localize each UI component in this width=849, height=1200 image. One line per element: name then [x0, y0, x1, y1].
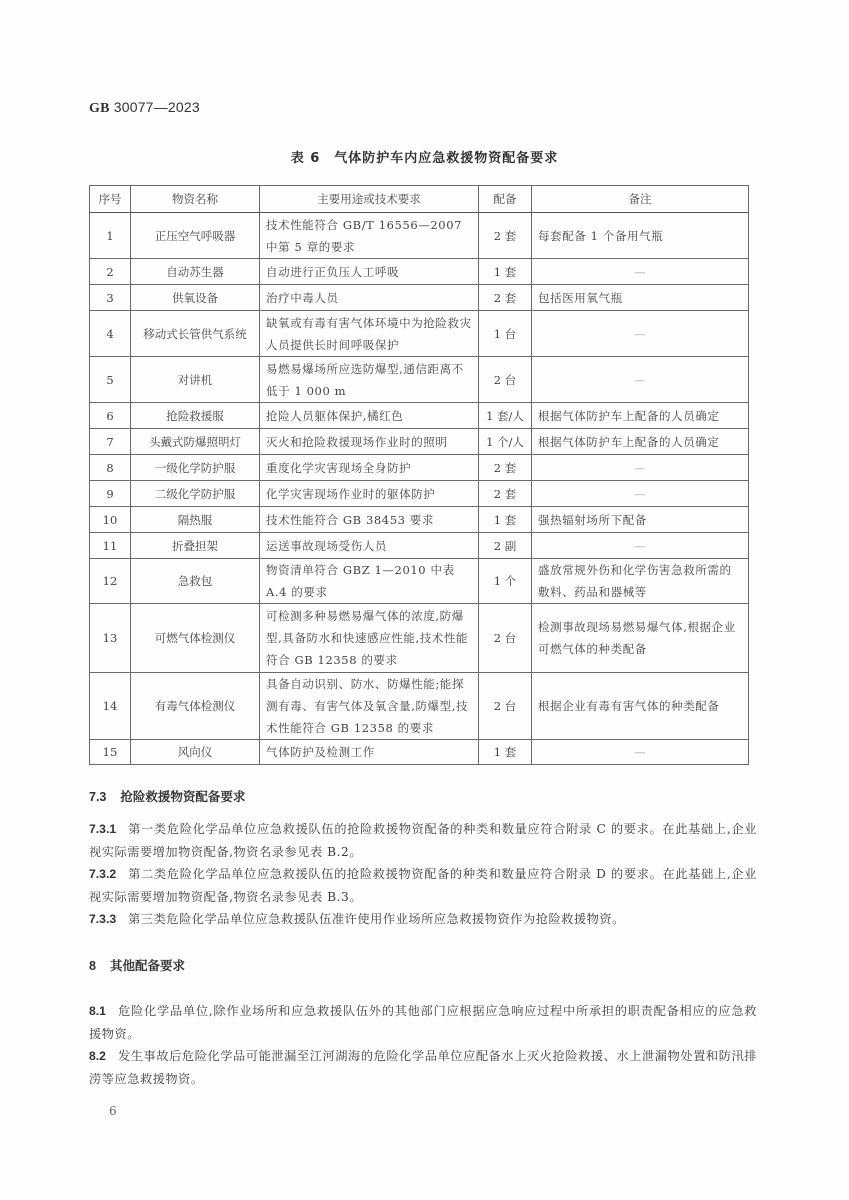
item-name: 二级化学防护服 — [131, 481, 260, 507]
item-use: 易燃易爆场所应选防爆型,通信距离不低于 1 000 m — [260, 357, 479, 403]
row-number: 4 — [90, 311, 131, 357]
item-note: 根据气体防护车上配备的人员确定 — [532, 403, 749, 429]
section-title: 抢险救援物资配备要求 — [120, 789, 246, 804]
item-qty: 2 台 — [479, 604, 532, 673]
item-use: 运送事故现场受伤人员 — [260, 533, 479, 559]
page-number: 6 — [109, 1104, 117, 1118]
item-note: — — [532, 311, 749, 357]
standard-number: 30077—2023 — [113, 99, 200, 115]
column-header-use: 主要用途或技术要求 — [260, 186, 479, 213]
table-row — [90, 259, 749, 285]
clause-text: 第三类危险化学品单位应急救援队伍准许使用作业场所应急救援物资作为抢险救援物资。 — [128, 912, 625, 926]
row-number: 12 — [90, 559, 131, 604]
item-qty: 2 副 — [479, 533, 532, 559]
table-row — [90, 455, 749, 481]
section-number: 7.3 — [89, 790, 107, 804]
clause-7-3-2 — [89, 863, 757, 908]
item-qty: 2 套 — [479, 285, 532, 311]
equipment-table — [89, 185, 749, 765]
item-note: 根据气体防护车上配备的人员确定 — [532, 429, 749, 455]
table-row — [90, 213, 749, 259]
item-use: 气体防护及检测工作 — [260, 740, 479, 765]
item-name: 自动苏生器 — [131, 259, 260, 285]
item-note: 包括医用氧气瓶 — [532, 285, 749, 311]
item-name: 急救包 — [131, 559, 260, 604]
item-note: 盛放常规外伤和化学伤害急救所需的敷料、药品和器械等 — [532, 559, 749, 604]
item-use: 灭火和抢险救援现场作业时的照明 — [260, 429, 479, 455]
row-number: 15 — [90, 740, 131, 765]
column-header-name: 物资名称 — [131, 186, 260, 213]
item-note: — — [532, 455, 749, 481]
item-use: 物资清单符合 GBZ 1—2010 中表 A.4 的要求 — [260, 559, 479, 604]
table-row — [90, 604, 749, 673]
item-use: 技术性能符合 GB/T 16556—2007 中第 5 章的要求 — [260, 213, 479, 259]
row-number: 5 — [90, 357, 131, 403]
section-heading-7-3 — [89, 787, 245, 805]
item-note: — — [532, 740, 749, 765]
item-note: — — [532, 357, 749, 403]
section-heading-8 — [89, 956, 185, 974]
clause-number: 7.3.2 — [89, 867, 117, 881]
column-header-qty: 配备 — [479, 186, 532, 213]
row-number: 14 — [90, 673, 131, 740]
table-row — [90, 429, 749, 455]
clause-7-3-3 — [89, 908, 757, 931]
item-name: 折叠担架 — [131, 533, 260, 559]
item-name: 供氧设备 — [131, 285, 260, 311]
item-name: 可燃气体检测仪 — [131, 604, 260, 673]
table-row — [90, 311, 749, 357]
table-caption: 气体防护车内应急救援物资配备要求 — [334, 151, 559, 166]
table-row — [90, 559, 749, 604]
row-number: 10 — [90, 507, 131, 533]
row-number: 7 — [90, 429, 131, 455]
item-use: 技术性能符合 GB 38453 要求 — [260, 507, 479, 533]
clause-number: 8.1 — [89, 1004, 106, 1018]
item-name: 一级化学防护服 — [131, 455, 260, 481]
table-row — [90, 481, 749, 507]
clause-text: 危险化学品单位,除作业场所和应急救援队伍外的其他部门应根据应急响应过程中所承担的职责配备相应的应急救援物资。 — [89, 1004, 757, 1041]
row-number: 13 — [90, 604, 131, 673]
item-note: 检测事故现场易燃易爆气体,根据企业可燃气体的种类配备 — [532, 604, 749, 673]
clause-number: 7.3.3 — [89, 912, 117, 926]
item-use: 具备自动识别、防水、防爆性能;能探测有毒、有害气体及氧含量,防爆型,技术性能符合 GB 12358 的要求 — [260, 673, 479, 740]
table-number: 表 6 — [290, 151, 321, 166]
item-name: 有毒气体检测仪 — [131, 673, 260, 740]
row-number: 1 — [90, 213, 131, 259]
section-title: 其他配备要求 — [109, 958, 185, 973]
item-name: 头戴式防爆照明灯 — [131, 429, 260, 455]
item-name: 抢险救援服 — [131, 403, 260, 429]
table-row — [90, 740, 749, 765]
table-row — [90, 357, 749, 403]
row-number: 2 — [90, 259, 131, 285]
standard-code — [89, 99, 200, 117]
clause-text: 第二类危险化学品单位应急救援队伍的抢险救援物资配备的种类和数量应符合附录 D 的要求。在此基础上,企业视实际需要增加物资配备,物资名录参见表 B.3。 — [89, 867, 757, 904]
item-name: 对讲机 — [131, 357, 260, 403]
row-number: 3 — [90, 285, 131, 311]
item-name: 隔热服 — [131, 507, 260, 533]
item-note: — — [532, 481, 749, 507]
item-qty: 1 套 — [479, 259, 532, 285]
item-use: 缺氧或有毒有害气体环境中为抢险救灾人员提供长时间呼吸保护 — [260, 311, 479, 357]
item-qty: 1 套 — [479, 507, 532, 533]
item-name: 移动式长管供气系统 — [131, 311, 260, 357]
column-header-note: 备注 — [532, 186, 749, 213]
standard-prefix: GB — [89, 101, 110, 116]
item-use: 可检测多种易燃易爆气体的浓度,防爆型,具备防水和快速感应性能,技术性能符合 GB 12358 的要求 — [260, 604, 479, 673]
item-note: — — [532, 533, 749, 559]
item-qty: 2 套 — [479, 481, 532, 507]
item-use: 重度化学灾害现场全身防护 — [260, 455, 479, 481]
item-use: 抢险人员躯体保护,橘红色 — [260, 403, 479, 429]
table-title — [0, 147, 849, 166]
item-qty: 2 台 — [479, 673, 532, 740]
clause-text: 第一类危险化学品单位应急救援队伍的抢险救援物资配备的种类和数量应符合附录 C 的要求。在此基础上,企业视实际需要增加物资配备,物资名录参见表 B.2。 — [89, 822, 757, 859]
clause-7-3-1 — [89, 818, 757, 863]
item-qty: 2 台 — [479, 357, 532, 403]
clause-8-2 — [89, 1045, 757, 1090]
table-row — [90, 507, 749, 533]
section-number: 8 — [89, 959, 96, 973]
item-qty: 1 台 — [479, 311, 532, 357]
item-qty: 1 套/人 — [479, 403, 532, 429]
item-name: 正压空气呼吸器 — [131, 213, 260, 259]
table-row — [90, 533, 749, 559]
clause-number: 8.2 — [89, 1049, 106, 1063]
item-qty: 2 套 — [479, 213, 532, 259]
item-qty: 1 套 — [479, 740, 532, 765]
row-number: 9 — [90, 481, 131, 507]
item-qty: 1 个/人 — [479, 429, 532, 455]
item-use: 治疗中毒人员 — [260, 285, 479, 311]
table-row — [90, 285, 749, 311]
row-number: 6 — [90, 403, 131, 429]
item-note: 每套配备 1 个备用气瓶 — [532, 213, 749, 259]
item-note: — — [532, 259, 749, 285]
clause-8-1 — [89, 1000, 757, 1045]
item-use: 化学灾害现场作业时的躯体防护 — [260, 481, 479, 507]
row-number: 8 — [90, 455, 131, 481]
item-qty: 1 个 — [479, 559, 532, 604]
clause-number: 7.3.1 — [89, 822, 117, 836]
table-row — [90, 673, 749, 740]
item-qty: 2 套 — [479, 455, 532, 481]
item-use: 自动进行正负压人工呼吸 — [260, 259, 479, 285]
item-name: 风向仪 — [131, 740, 260, 765]
column-header-no: 序号 — [90, 186, 131, 213]
table-header-row — [90, 186, 749, 213]
item-note: 强热辐射场所下配备 — [532, 507, 749, 533]
table-row — [90, 403, 749, 429]
row-number: 11 — [90, 533, 131, 559]
clause-text: 发生事故后危险化学品可能泄漏至江河湖海的危险化学品单位应配备水上灭火抢险救援、水上泄漏物处置和防汛排涝等应急救援物资。 — [89, 1049, 757, 1086]
item-note: 根据企业有毒有害气体的种类配备 — [532, 673, 749, 740]
